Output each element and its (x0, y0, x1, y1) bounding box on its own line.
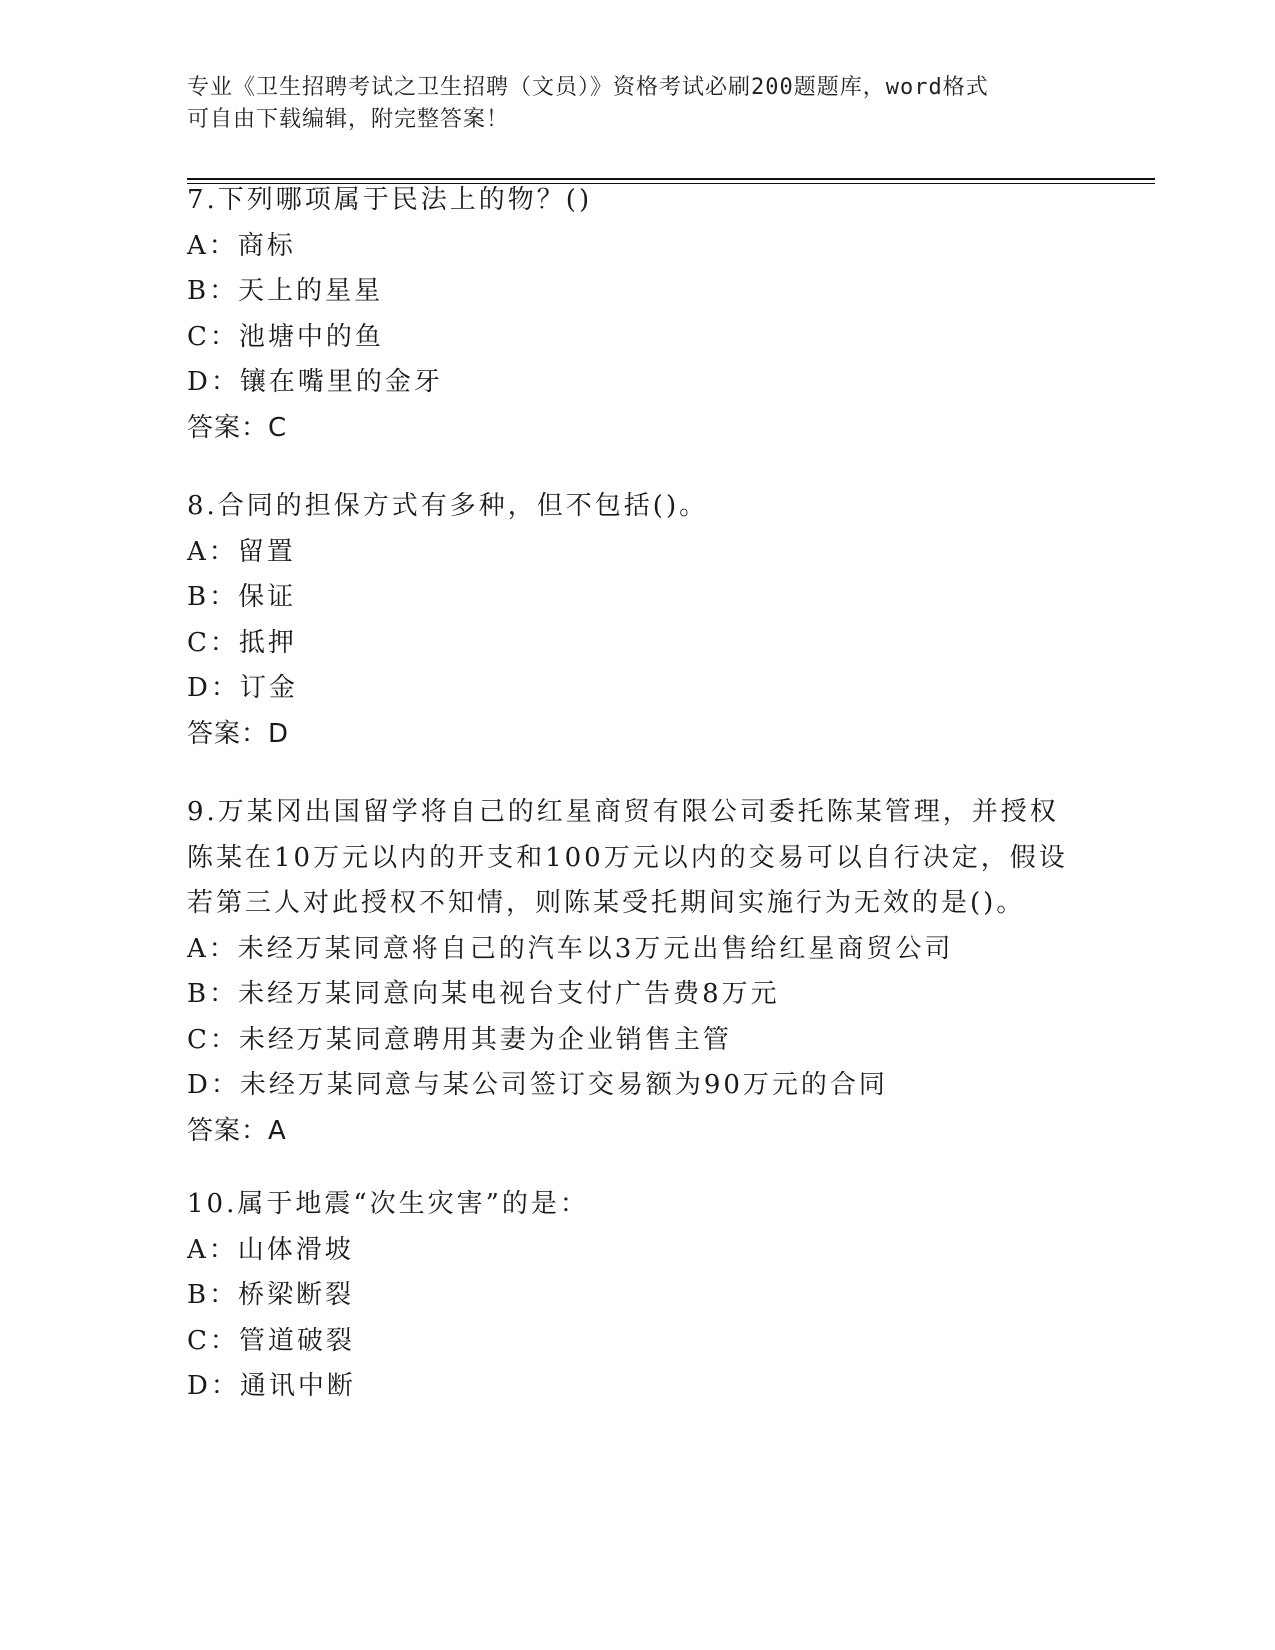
question-8 (187, 484, 1087, 757)
option-a: A：未经万某同意将自己的汽车以3万元出售给红星商贸公司 (187, 933, 954, 964)
answer-line: 答案：A (187, 1115, 287, 1146)
option-c: C：管道破裂 (187, 1325, 355, 1356)
option-d: D：订金 (187, 673, 298, 703)
document-header (187, 72, 1087, 136)
question-stem-line-3: 若第三人对此授权不知情，则陈某受托期间实施行为无效的是()。 (187, 888, 1026, 918)
option-a: A：商标 (187, 230, 296, 261)
option-c: C：抵押 (187, 627, 297, 658)
question-stem-line-1: 9.万某冈出国留学将自己的红星商贸有限公司委托陈某管理，并授权 (187, 797, 1059, 827)
option-c: C：池塘中的鱼 (187, 321, 384, 352)
option-d: D：镶在嘴里的金牙 (187, 367, 443, 397)
option-d: D：通讯中断 (187, 1371, 356, 1401)
question-stem: 7.下列哪项属于民法上的物？() (187, 185, 593, 215)
question-9 (187, 790, 1087, 1154)
option-c: C：未经万某同意聘用其妻为企业销售主管 (187, 1024, 732, 1055)
question-stem-line-2: 陈某在10万元以内的开支和100万元以内的交易可以自行决定，假设 (187, 842, 1068, 873)
question-7 (187, 178, 1087, 451)
option-a: A：留置 (187, 536, 296, 567)
header-line-2: 可自由下载编辑，附完整答案！ (187, 107, 510, 132)
question-stem: 8.合同的担保方式有多种，但不包括()。 (187, 491, 709, 521)
answer-line: 答案：C (187, 412, 288, 443)
question-stem: 10.属于地震“次生灾害”的是： (187, 1189, 589, 1219)
option-b: B：未经万某同意向某电视台支付广告费8万元 (187, 979, 780, 1009)
answer-line: 答案：D (187, 718, 290, 749)
header-line-1: 专业《卫生招聘考试之卫生招聘（文员）》资格考试必刷200题题库，word格式 (187, 75, 989, 100)
option-b: B：天上的星星 (187, 276, 384, 306)
option-a: A：山体滑坡 (187, 1234, 354, 1265)
option-d: D：未经万某同意与某公司签订交易额为90万元的合同 (187, 1070, 888, 1100)
option-b: B：桥梁断裂 (187, 1280, 355, 1310)
question-10 (187, 1182, 1087, 1410)
option-b: B：保证 (187, 582, 297, 612)
